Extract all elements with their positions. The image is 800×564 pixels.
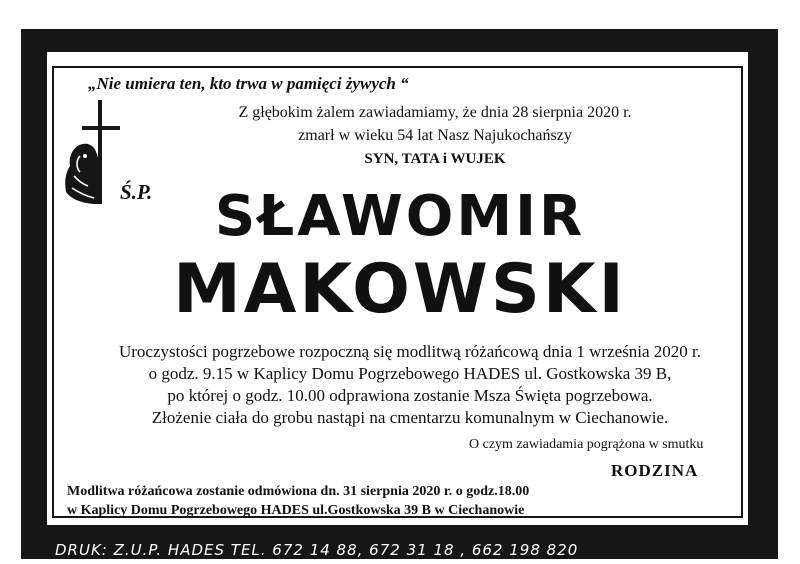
sp-label: Ś.P. — [120, 180, 153, 204]
family-signature: RODZINA — [611, 461, 699, 480]
signoff-text: O czym zawiadamia pogrążona w smutku — [469, 437, 704, 452]
announcement-line-2: zmarł w wieku 54 lat Nasz Najukochańszy — [298, 127, 572, 144]
relation-label: SYN, TATA i WUJEK — [364, 151, 506, 167]
deceased-first-name: SŁAWOMIR — [214, 184, 586, 249]
ceremony-line-4: Złożenie ciała do grobu nastąpi na cmentarzu komunalnym w Ciechanowie. — [151, 408, 669, 427]
ceremony-line-2: o godz. 9.15 w Kaplicy Domu Pogrzebowego HADES ul. Gostkowska 39 B, — [148, 364, 672, 383]
announcement-line-1: Z głębokim żalem zawiadamiamy, że dnia 28 sierpnia 2020 r. — [238, 104, 632, 121]
ceremony-line-1: Uroczystości pogrzebowe rozpoczną się modlitwą różańcową dnia 1 września 2020 r. — [118, 342, 702, 361]
printer-footer: DRUK: Z.U.P. HADES TEL. 672 14 88, 672 31 18 , 662 198 820 — [55, 541, 579, 559]
ceremony-line-3: po której o godz. 10.00 odprawiona zostanie Msza Święta pogrzebowa. — [167, 386, 653, 405]
deceased-surname: MAKOWSKI — [173, 250, 627, 329]
prayer-info-line-2: w Kaplicy Domu Pogrzebowego HADES ul.Gostkowska 39 B w Ciechanowie — [67, 503, 525, 518]
epigraph-quote: „Nie umiera ten, kto trwa w pamięci żywych “ — [88, 74, 409, 93]
prayer-info-line-1: Modlitwa różańcowa zostanie odmówiona dn. 31 sierpnia 2020 r. o godz.18.00 — [67, 484, 530, 499]
